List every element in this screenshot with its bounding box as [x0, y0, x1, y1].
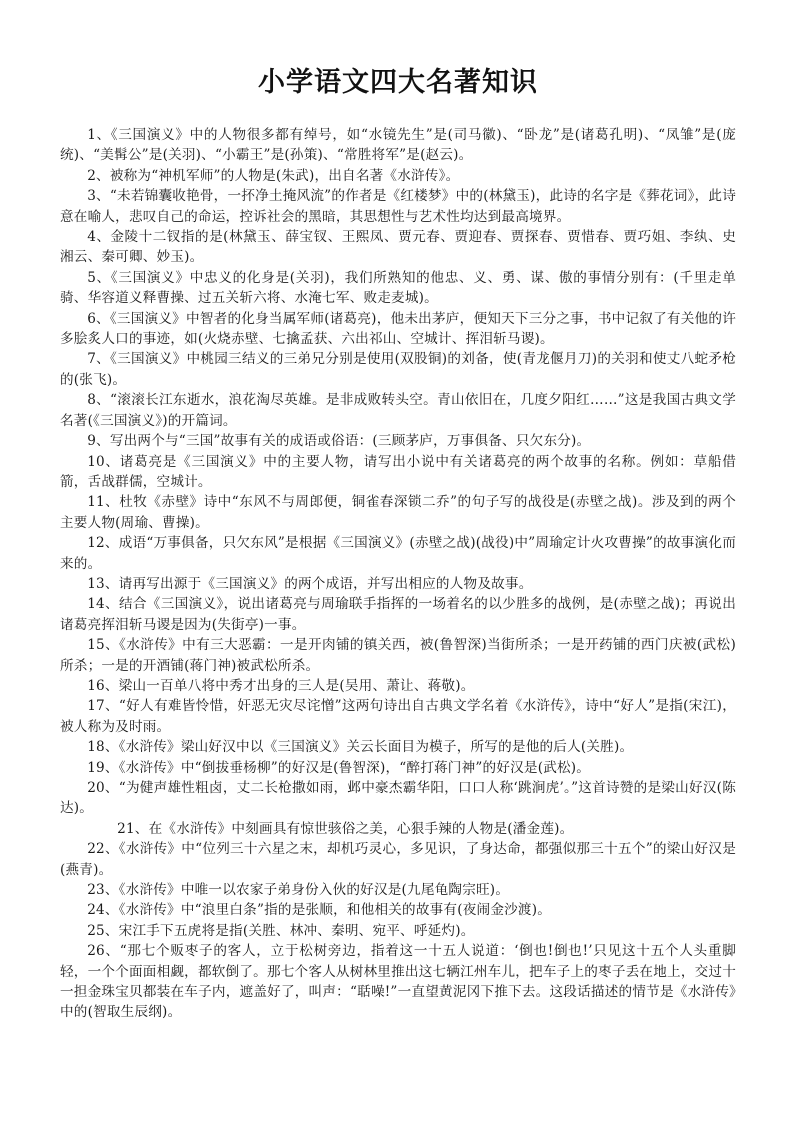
- list-item: 17、“好人有难皆怜惜，奸恶无灾尽诧憎”这两句诗出自古典文学名着《水浒传》，诗中“好人”是指(宋江)，被人称为及时雨。: [60, 698, 736, 735]
- knowledge-list: [60, 125, 736, 1023]
- document-page: [60, 0, 736, 1123]
- list-item: 8、“滚滚长江东逝水，浪花淘尽英雄。是非成败转头空。青山依旧在，几度夕阳红……”这是我国古典文学名著(《三国演义》)的开篇词。: [60, 392, 736, 429]
- list-item: 16、梁山一百单八将中秀才出身的三人是(吴用、萧让、蒋敬)。: [87, 677, 475, 694]
- list-item: 11、杜牧《赤壁》诗中“东风不与周郎便，铜雀春深锁二乔”的句子写的战役是(赤壁之战)。涉及到的两个主要人物(周瑜、曹操)。: [60, 494, 736, 531]
- list-item: 20、“为健声雄性粗卤，丈二长枪撒如雨，邺中豪杰霸华阳，口口人称‘跳涧虎’。”这首诗赞的是梁山好汉(陈达)。: [60, 780, 736, 817]
- list-item: 21、在《水浒传》中刻画具有惊世骇俗之美，心狠手辣的人物是(潘金莲)。: [117, 820, 574, 837]
- list-item: 25、宋江手下五虎将是指(关胜、林冲、秦明、宛平、呼延灼)。: [87, 922, 475, 939]
- list-item: 4、金陵十二钗指的是(林黛玉、薛宝钗、王熙凤、贾元春、贾迎春、贾探春、贾惜春、贾巧姐、李纨、史湘云、秦可卿、妙玉)。: [60, 229, 736, 266]
- list-item: 2、被称为“神机军师”的人物是(朱武)，出自名著《水浒传》。: [87, 167, 460, 184]
- list-item: 13、请再写出源于《三国演义》的两个成语，并写出相应的人物及故事。: [87, 575, 533, 592]
- list-item: 22、《水浒传》中“位列三十六星之末，却机巧灵心，多见识，了身达命，都强似那三十五个”的梁山好汉是(燕青)。: [60, 841, 736, 878]
- list-item: 9、写出两个与“三国”故事有关的成语或俗语：(三顾茅庐，万事俱备、只欠东分)。: [87, 433, 591, 450]
- list-item: 15、《水浒传》中有三大恶霸：一是开肉铺的镇关西，被(鲁智深)当街所杀；一是开药铺的西门庆被(武松)所杀；一是的开酒铺(蒋门神)被武松所杀。: [60, 637, 736, 674]
- list-item: 12、成语“万事俱备，只欠东风”是根据《三国演义》(赤壁之战)(战役)中”周瑜定计火攻曹操”的故事演化而来的。: [60, 535, 736, 572]
- list-item: 7、《三国演义》中桃园三结义的三弟兄分别是使用(双股铜)的刘备，使(青龙偃月刀)的关羽和使丈八蛇矛枪的(张飞)。: [60, 351, 736, 388]
- list-item: 18、《水浒传》梁山好汉中以《三国演义》关云长面目为模子，所写的是他的后人(关胜)。: [87, 739, 634, 756]
- list-item: 19、《水浒传》中“倒拔垂杨柳”的好汉是(鲁智深)，“醉打蒋门神”的好汉是(武松)。: [87, 759, 591, 776]
- list-item: 3、“未若锦囊收艳骨，一抔净土掩风流”的作者是《红楼梦》中的(林黛玉)，此诗的名字是《葬花词》，此诗意在喻人，悲叹自己的命运，控诉社会的黑暗，其思想性与艺术性均达到最高境界。: [60, 188, 736, 225]
- list-item: 1、《三国演义》中的人物很多都有绰号，如“水镜先生”是(司马徽)、“卧龙”是(诸葛孔明)、“凤雏”是(庞统)、“美髯公”是(关羽)、“小霸王”是(孙策)、“常胜将军”是(赵云)。: [60, 127, 736, 164]
- list-item: 10、诸葛亮是《三国演义》中的主要人物，请写出小说中有关诸葛亮的两个故事的名称。例如：草船借箭，舌战群儒，空城计。: [60, 453, 736, 490]
- list-item: 14、结合《三国演义》，说出诸葛亮与周瑜联手指挥的一场着名的以少胜多的战例，是(赤壁之战)；再说出诸葛亮挥泪斩马谡是因为(失街亭)一事。: [60, 596, 736, 633]
- list-item: 26、“那七个贩枣子的客人，立于松树旁边，指着这一十五人说道：‘倒也!倒也!’只见这十五个人头重脚轻，一个个面面相觑，都软倒了。那七个客人从树林里推出这七辆江州车儿，把车子上的枣子丢在地上，交过十一担金珠宝贝都装在车子内，遮盖好了，叫声：“聒噪!”一直望黄泥冈下推下去。这段话描述的情节是《水浒传》中的(智取生辰纲)。: [60, 943, 736, 1021]
- list-item: 5、《三国演义》中忠义的化身是(关羽)，我们所熟知的他忠、义、勇、谋、傲的事情分别有：(千里走单骑、华容道义释曹操、过五关斩六将、水淹七军、败走麦城)。: [60, 269, 736, 307]
- list-item: 6、《三国演义》中智者的化身当属军师(诸葛亮)，他未出茅庐，便知天下三分之事，书中记叙了有关他的许多脍炙人口的事迹，如(火烧赤壁、七擒孟获、六出祁山、空城计、挥泪斩马谡)。: [60, 310, 736, 348]
- list-item: 23、《水浒传》中唯一以农家子弟身份入伙的好汉是(九尾龟陶宗旺)。: [87, 882, 510, 899]
- list-item: 24、《水浒传》中“浪里白条”指的是张顺，和他相关的故事有(夜闹金沙渡)。: [87, 902, 551, 919]
- document-title: 小学语文四大名著知识: [258, 67, 538, 98]
